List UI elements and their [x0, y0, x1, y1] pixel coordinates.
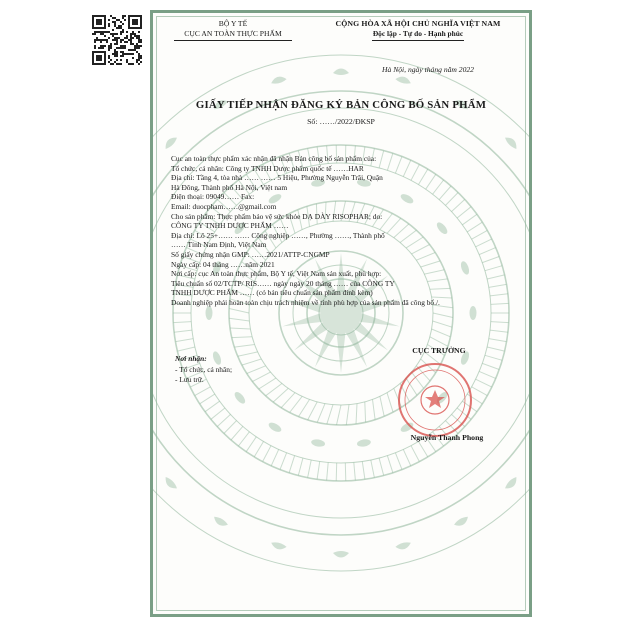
body-line: Địa chỉ: Lô 25+…… …… Công nghiệp ……, Phường ……, Thành phố: [171, 230, 385, 240]
body-line: Doanh nghiệp phải hoàn toàn chịu trách nhiệm về tính phù hợp của sản phẩm đã công bố./.: [171, 297, 440, 307]
recipient-item: - Lưu trữ.: [175, 375, 204, 384]
national-motto: Độc lập - Tự do - Hạnh phúc: [372, 29, 464, 38]
certificate-sheet: [150, 10, 532, 617]
signer-title: CỤC TRƯỞNG: [412, 346, 466, 355]
recipients-block: [175, 354, 232, 386]
body-line: …… Tỉnh Nam Định, Việt Nam: [171, 240, 267, 250]
body-line: Hà Đông, Thành phố Hà Nội, Việt nam: [171, 182, 288, 192]
body-line: Email: duocpham……@gmail.com: [171, 201, 277, 211]
qr-code: [92, 14, 142, 66]
ministry-name: BỘ Y TẾ: [218, 19, 248, 28]
country-name: CỘNG HÒA XÃ HỘI CHỦ NGHĨA VIỆT NAM: [335, 19, 501, 28]
body-line: Cục an toàn thực phẩm xác nhận đã nhận Bản công bố sản phẩm của:: [171, 154, 377, 163]
body-line: TNHH DƯỢC PHẨM …… (có bản tiêu chuẩn sản phẩm đính kèm): [171, 288, 373, 298]
issuer-header: [163, 19, 303, 41]
national-header: [315, 19, 521, 41]
agency-name: CỤC AN TOÀN THỰC PHẨM: [174, 29, 291, 41]
body-line: Điện thoại: 09049…… Fax:: [171, 192, 255, 202]
body-line: Tiêu chuẩn số 02/TCTP/ RIS…… ngày ngày 20 tháng …… của CÔNG TY: [171, 278, 395, 288]
body-line: Cho sản phẩm: Thực phẩm bảo vệ sức khỏe DẠ DÀY RISOPHAR; do:: [171, 211, 383, 221]
certificate-body: [171, 154, 521, 308]
document-title: GIẤY TIẾP NHẬN ĐĂNG KÝ BẢN CÔNG BỐ SẢN PHẨM: [195, 99, 487, 111]
body-line: CÔNG TY TNHH DƯỢC PHẨM ……: [171, 221, 289, 231]
document-number: Số: ……/2022/ĐKSP: [307, 117, 375, 126]
body-line: Số giấy chứng nhận GMP: ……2021/ATTP-CNGMP: [171, 249, 330, 259]
body-line: Nơi cấp: cục An toàn thực phẩm, Bộ Y tế, Việt Nam sản xuất, phù hợp:: [171, 269, 382, 279]
recipient-item: - Tổ chức, cá nhân;: [175, 364, 233, 374]
issue-date: Hà Nội, ngày tháng năm 2022: [382, 65, 474, 74]
body-line: Địa chỉ: Tầng 4, tòa nhà …… …… 5 Hiệu, Phường Nguyễn Trãi, Quận: [171, 173, 383, 183]
official-seal: [395, 360, 475, 440]
recipients-heading: Nơi nhận:: [175, 354, 207, 363]
signer-name: Nguyễn Thanh Phong: [410, 433, 484, 442]
body-line: Ngày cấp: 04 tháng ……năm 2021: [171, 259, 275, 269]
body-line: Tổ chức, cá nhân: Công ty TNHH Dược phẩm quốc tế ……HAR: [171, 163, 364, 173]
